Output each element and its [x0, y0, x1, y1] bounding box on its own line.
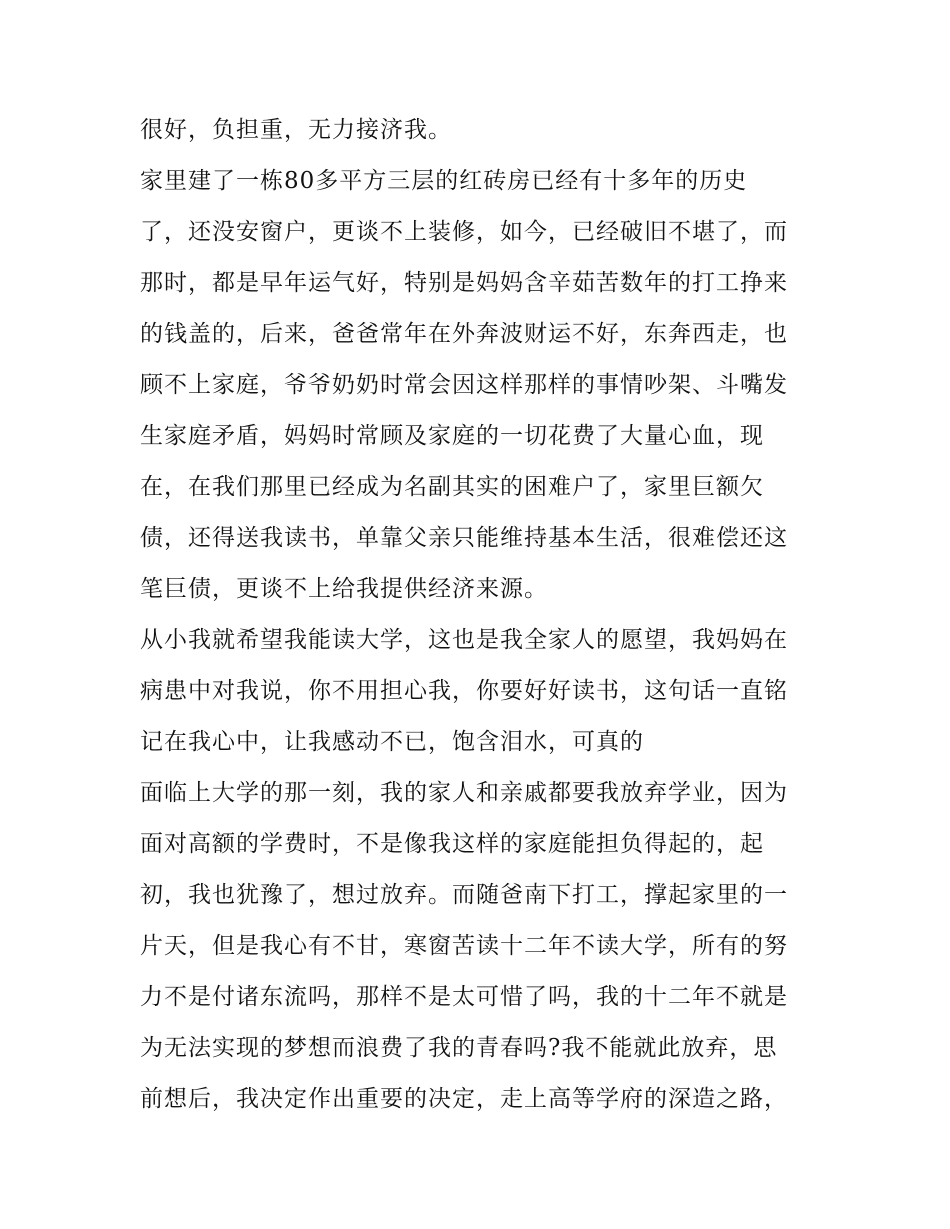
text-line: 生家庭矛盾，妈妈时常顾及家庭的一切花费了大量心血，现	[140, 423, 764, 449]
text-line: 力不是付诸东流吗，那样不是太可惜了吗，我的十二年不就是	[140, 984, 788, 1010]
text-line: 记在我心中，让我感动不已，饱含泪水，可真的	[140, 729, 644, 755]
document-text	[140, 105, 830, 1125]
text-line: 病患中对我说，你不用担心我，你要好好读书，这句话一直铭	[140, 678, 788, 704]
text-line: 片天，但是我心有不甘，寒窗苦读十二年不读大学，所有的努	[140, 933, 788, 959]
text-line: 初，我也犹豫了，想过放弃。而随爸南下打工，撑起家里的一	[140, 882, 788, 908]
text-line: 面临上大学的那一刻，我的家人和亲戚都要我放弃学业，因为	[140, 780, 788, 806]
text-line: 那时，都是早年运气好，特别是妈妈含辛茹苦数年的打工挣来	[140, 270, 788, 296]
text-line: 家里建了一栋80多平方三层的红砖房已经有十多年的历史	[140, 168, 748, 194]
text-line: 很好，负担重，无力接济我。	[140, 117, 452, 143]
text-line: 笔巨债，更谈不上给我提供经济来源。	[140, 576, 548, 602]
text-line: 面对高额的学费时，不是像我这样的家庭能担负得起的，起	[140, 831, 764, 857]
text-line: 从小我就希望我能读大学，这也是我全家人的愿望，我妈妈在	[140, 627, 788, 653]
text-line: 前想后，我决定作出重要的决定，走上高等学府的深造之路，	[140, 1086, 788, 1112]
text-line: 为无法实现的梦想而浪费了我的青春吗?我不能就此放弃，思	[140, 1035, 778, 1061]
text-line: 在，在我们那里已经成为名副其实的困难户了，家里巨额欠	[140, 474, 764, 500]
text-line: 债，还得送我读书，单靠父亲只能维持基本生活，很难偿还这	[140, 525, 788, 551]
text-line: 顾不上家庭，爷爷奶奶时常会因这样那样的事情吵架、斗嘴发	[140, 372, 788, 398]
text-line: 了，还没安窗户，更谈不上装修，如今，已经破旧不堪了，而	[140, 219, 788, 245]
text-line: 的钱盖的，后来，爸爸常年在外奔波财运不好，东奔西走，也	[140, 321, 788, 347]
